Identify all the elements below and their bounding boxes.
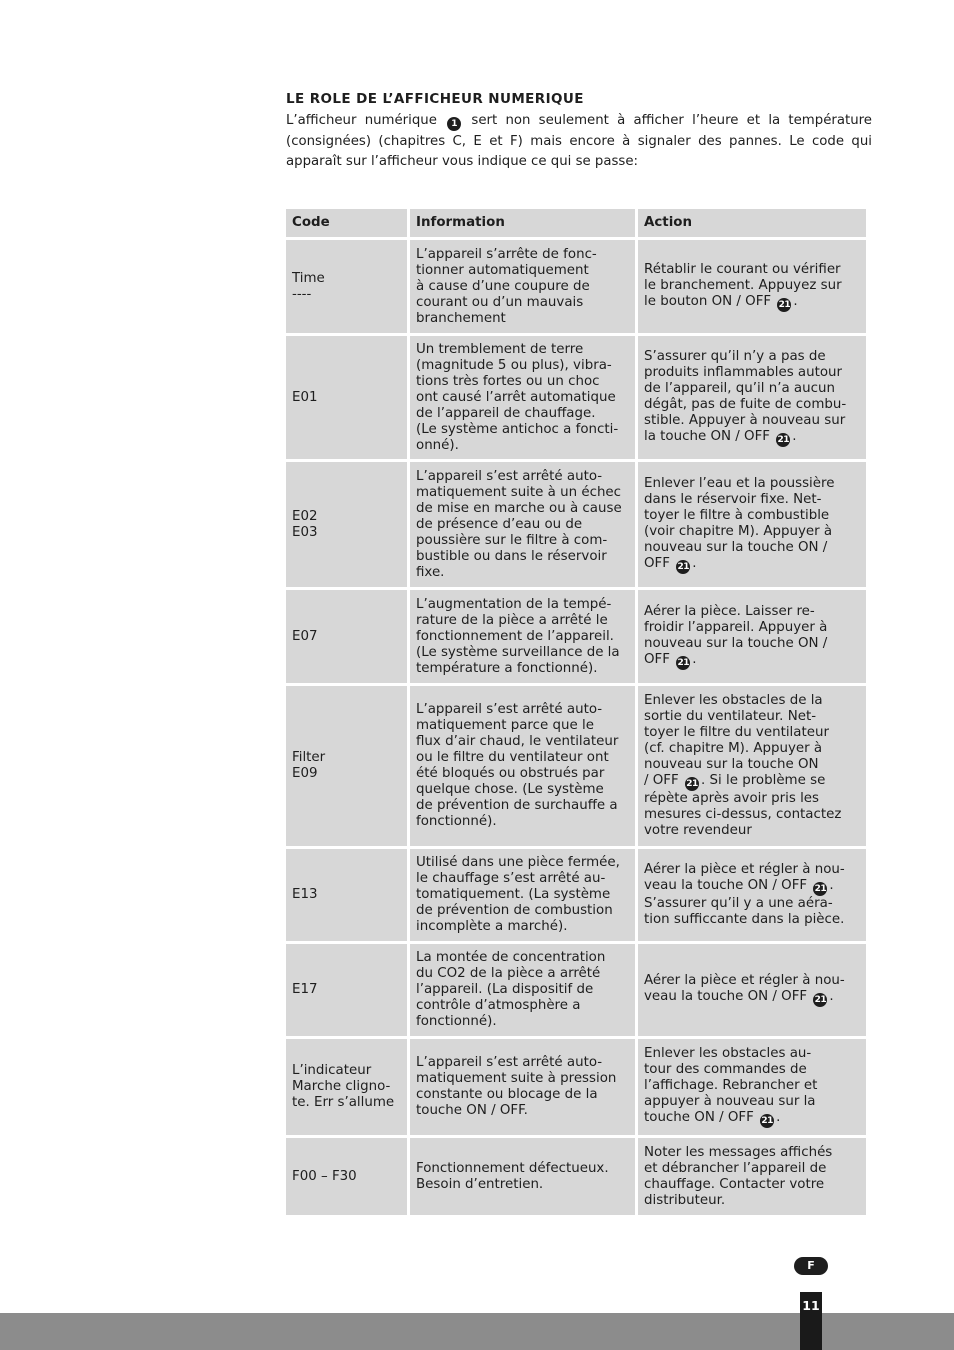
table-row xyxy=(286,1039,866,1135)
action-text-after: . xyxy=(692,651,697,667)
error-code-table xyxy=(286,206,866,1218)
table-header-row xyxy=(286,209,866,237)
on-off-reference-badge: 21 xyxy=(686,779,698,789)
action-text-after: . xyxy=(829,989,834,1004)
cell-information: L’appareil s’est arrêté auto- matiquement suite à pression constante ou blocage de la touche ON / OFF. xyxy=(410,1039,638,1135)
table-row xyxy=(286,590,866,683)
display-reference-badge: 1 xyxy=(447,117,461,131)
cell-information: L’augmentation de la tempé- rature de la pièce a arrêté le fonctionnement de l’appareil. (Le système surveillance de la température a fonctionné). xyxy=(410,590,638,683)
cell-code: Filter E09 xyxy=(286,686,410,846)
header-information: Information xyxy=(410,209,638,237)
table-row xyxy=(286,462,866,587)
intro-paragraph xyxy=(286,111,872,173)
on-off-reference-badge: 21 xyxy=(677,561,689,572)
action-text: Enlever l’eau et la poussière dans le réservoir fixe. Net- toyer le filtre à combustible (voir chapitre M). Appuyer à nouveau sur la touche ON / OFF xyxy=(644,475,835,571)
action-text: Aérer la pièce et régler à nou- veau la touche ON / OFF xyxy=(644,862,845,893)
cell-action xyxy=(638,462,866,587)
action-text-after: . Si le problème se répète après avoir pris les mesures ci-dessus, contactez votre revendeur xyxy=(644,773,842,838)
cell-code: E01 xyxy=(286,336,410,459)
cell-action xyxy=(638,1138,866,1215)
table-row xyxy=(286,849,866,941)
cell-information: Utilisé dans une pièce fermée, le chauffage s’est arrêté au- tomatiquement. (La système de prévention de combustion incomplète a marché). xyxy=(410,849,638,941)
cell-information: Fonctionnement défectueux. Besoin d’entretien. xyxy=(410,1138,638,1215)
cell-action xyxy=(638,240,866,333)
on-off-reference-badge: 21 xyxy=(777,434,790,445)
cell-action xyxy=(638,944,866,1036)
action-text: Enlever les obstacles au- tour des commandes de l’affichage. Rebrancher et appuyer à nouveau sur la touche ON / OFF xyxy=(644,1046,818,1125)
cell-action xyxy=(638,336,866,459)
page-number: 11 xyxy=(800,1292,822,1350)
header-action: Action xyxy=(638,209,866,237)
section-heading: LE ROLE DE L’AFFICHEUR NUMERIQUE xyxy=(286,91,584,107)
cell-action xyxy=(638,1039,866,1135)
cell-information: L’appareil s’est arrêté auto- matiquement suite à un échec de mise en marche ou à cause de présence d’eau ou de poussière sur le filtre à com- bustible ou dans le réservoir fixe. xyxy=(410,462,638,587)
intro-text-before: L’afficheur numérique xyxy=(286,113,437,128)
action-text-after: . xyxy=(792,428,797,444)
table-row xyxy=(286,336,866,459)
action-text: Noter les messages affichés et débrancher l’appareil de chauffage. Contacter votre distributeur. xyxy=(644,1144,833,1208)
table-row xyxy=(286,686,866,846)
action-text-after: . xyxy=(793,293,798,309)
cell-action xyxy=(638,590,866,683)
action-text-after: . S’assurer qu’il y a une aéra- tion sufficcante dans la pièce. xyxy=(644,878,845,927)
table-row xyxy=(286,1138,866,1215)
cell-action xyxy=(638,686,866,846)
language-badge: F xyxy=(794,1257,828,1275)
cell-code: E17 xyxy=(286,944,410,1036)
on-off-reference-badge: 21 xyxy=(814,995,827,1005)
action-text: Rétablir le courant ou vérifier le branchement. Appuyez sur le bouton ON / OFF xyxy=(644,261,842,309)
on-off-reference-badge: 21 xyxy=(814,884,827,894)
cell-code: L’indicateur Marche cligno- te. Err s’allume xyxy=(286,1039,410,1135)
cell-information: L’appareil s’est arrêté auto- matiquement parce que le flux d’air chaud, le ventilateur ou le filtre du ventilateur ont été bloqués ou obstrués par quelque chose. (Le système de prévention de surchauffe a fonctionné). xyxy=(410,686,638,846)
cell-code: F00 – F30 xyxy=(286,1138,410,1215)
cell-code: E07 xyxy=(286,590,410,683)
action-text-after: . xyxy=(692,555,697,571)
action-text: S’assurer qu’il n’y a pas de produits inflammables autour de l’appareil, qu’il n’a aucun dégât, pas de fuite de combu- stible. Appuyer à nouveau sur la touche ON / OFF xyxy=(644,348,847,444)
cell-information: L’appareil s’arrête de fonc- tionner automatiquement à cause d’une coupure de courant ou d’un mauvais branchement xyxy=(410,240,638,333)
action-text-after: . xyxy=(776,1110,781,1125)
table-row xyxy=(286,944,866,1036)
header-code: Code xyxy=(286,209,410,237)
cell-information: La montée de concentration du CO2 de la pièce a arrêté l’appareil. (La dispositif de contrôle d’atmosphère a fonctionné). xyxy=(410,944,638,1036)
action-text: Aérer la pièce. Laisser re- froidir l’appareil. Appuyer à nouveau sur la touche ON / OFF xyxy=(644,603,828,667)
cell-code: E13 xyxy=(286,849,410,941)
intro-text-after: sert non seulement à afficher l’heure et la température (consignées) (chapitres C, E et F) mais encore à signaler des pannes. Le code qui apparaît sur l’afficheur vous indique ce qui se passe: xyxy=(286,113,872,169)
cell-code: E02 E03 xyxy=(286,462,410,587)
table-row xyxy=(286,240,866,333)
action-text: Enlever les obstacles de la sortie du ventilateur. Net- toyer le filtre du ventilateur (cf. chapitre M). Appuyer à nouveau sur la touche ON / OFF xyxy=(644,693,829,788)
on-off-reference-badge: 21 xyxy=(761,1116,773,1126)
cell-action xyxy=(638,849,866,941)
on-off-reference-badge: 21 xyxy=(677,657,689,668)
cell-information: Un tremblement de terre (magnitude 5 ou plus), vibra- tions très fortes ou un choc ont causé l’arrêt automatique de l’appareil de chauffage. (Le système antichoc a foncti- onné). xyxy=(410,336,638,459)
on-off-reference-badge: 21 xyxy=(778,299,791,310)
cell-code: Time ---- xyxy=(286,240,410,333)
action-text: Aérer la pièce et régler à nou- veau la touche ON / OFF xyxy=(644,973,845,1004)
